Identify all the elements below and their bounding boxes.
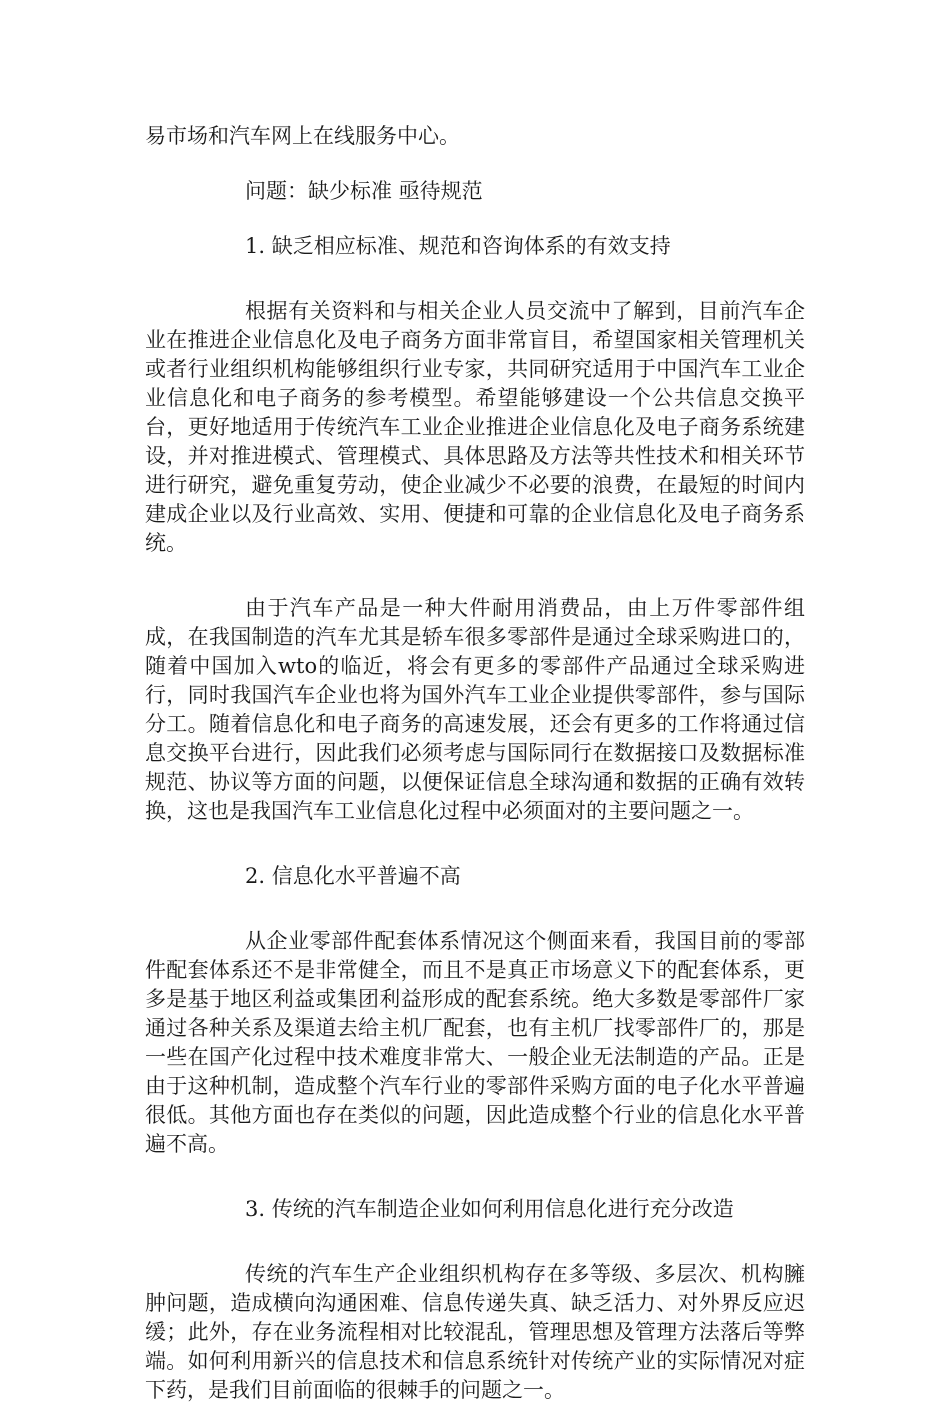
subsection-heading-1: 1. 缺乏相应标准、规范和咨询体系的有效支持: [245, 234, 671, 258]
section-heading-problem: 问题：缺少标准 亟待规范: [245, 179, 483, 203]
paragraph-continuation: 易市场和汽车网上在线服务中心。: [145, 124, 460, 148]
paragraph-global-sourcing: 由于汽车产品是一种大件耐用消费品，由上万件零部件组成，在我国制造的汽车尤其是轿车很多零部件是通过全球采购进口的，随着中国加入wto的临近，将会有更多的零部件产品通过全球采购进行，同时我国汽车企业也将为国外汽车工业企业提供零部件，参与国际分工。随着信息化和电子商务的高速发展，还会有更多的工作将通过信息交换平台进行，因此我们必须考虑与国际同行在数据接口及数据标准规范、协议等方面的问题，以便保证信息全球沟通和数据的正确有效转换，这也是我国汽车工业信息化过程中必须面对的主要问题之一。: [145, 596, 805, 823]
paragraph-supply-system: 从企业零部件配套体系情况这个侧面来看，我国目前的零部件配套体系还不是非常健全，而且不是真正市场意义下的配套体系，更多是基于地区利益或集团利益形成的配套系统。绝大多数是零部件厂家通过各种关系及渠道去给主机厂配套，也有主机厂找零部件厂的，那是一些在国产化过程中技术难度非常大、一般企业无法制造的产品。正是由于这种机制，造成整个汽车行业的零部件采购方面的电子化水平普遍很低。其他方面也存在类似的问题，因此造成整个行业的信息化水平普遍不高。: [145, 929, 805, 1156]
paragraph-traditional-enterprise: 传统的汽车生产企业组织机构存在多等级、多层次、机构臃肿问题，造成横向沟通困难、信息传递失真、缺乏活力、对外界反应迟缓；此外，存在业务流程相对比较混乱，管理思想及管理方法落后等弊端。如何利用新兴的信息技术和信息系统针对传统产业的实际情况对症下药，是我们目前面临的很棘手的问题之一。: [145, 1262, 805, 1402]
paragraph-standards: 根据有关资料和与相关企业人员交流中了解到，目前汽车企业在推进企业信息化及电子商务方面非常盲目，希望国家相关管理机关或者行业组织机构能够组织行业专家，共同研究适用于中国汽车工业企业信息化和电子商务的参考模型。希望能够建设一个公共信息交换平台，更好地适用于传统汽车工业企业推进企业信息化及电子商务系统建设，并对推进模式、管理模式、具体思路及方法等共性技术和相关环节进行研究，避免重复劳动，使企业减少不必要的浪费，在最短的时间内建成企业以及行业高效、实用、便捷和可靠的企业信息化及电子商务系统。: [145, 299, 805, 555]
subsection-heading-2: 2. 信息化水平普遍不高: [245, 864, 461, 888]
subsection-heading-3: 3. 传统的汽车制造企业如何利用信息化进行充分改造: [245, 1197, 734, 1221]
document-body: [145, 122, 805, 1405]
